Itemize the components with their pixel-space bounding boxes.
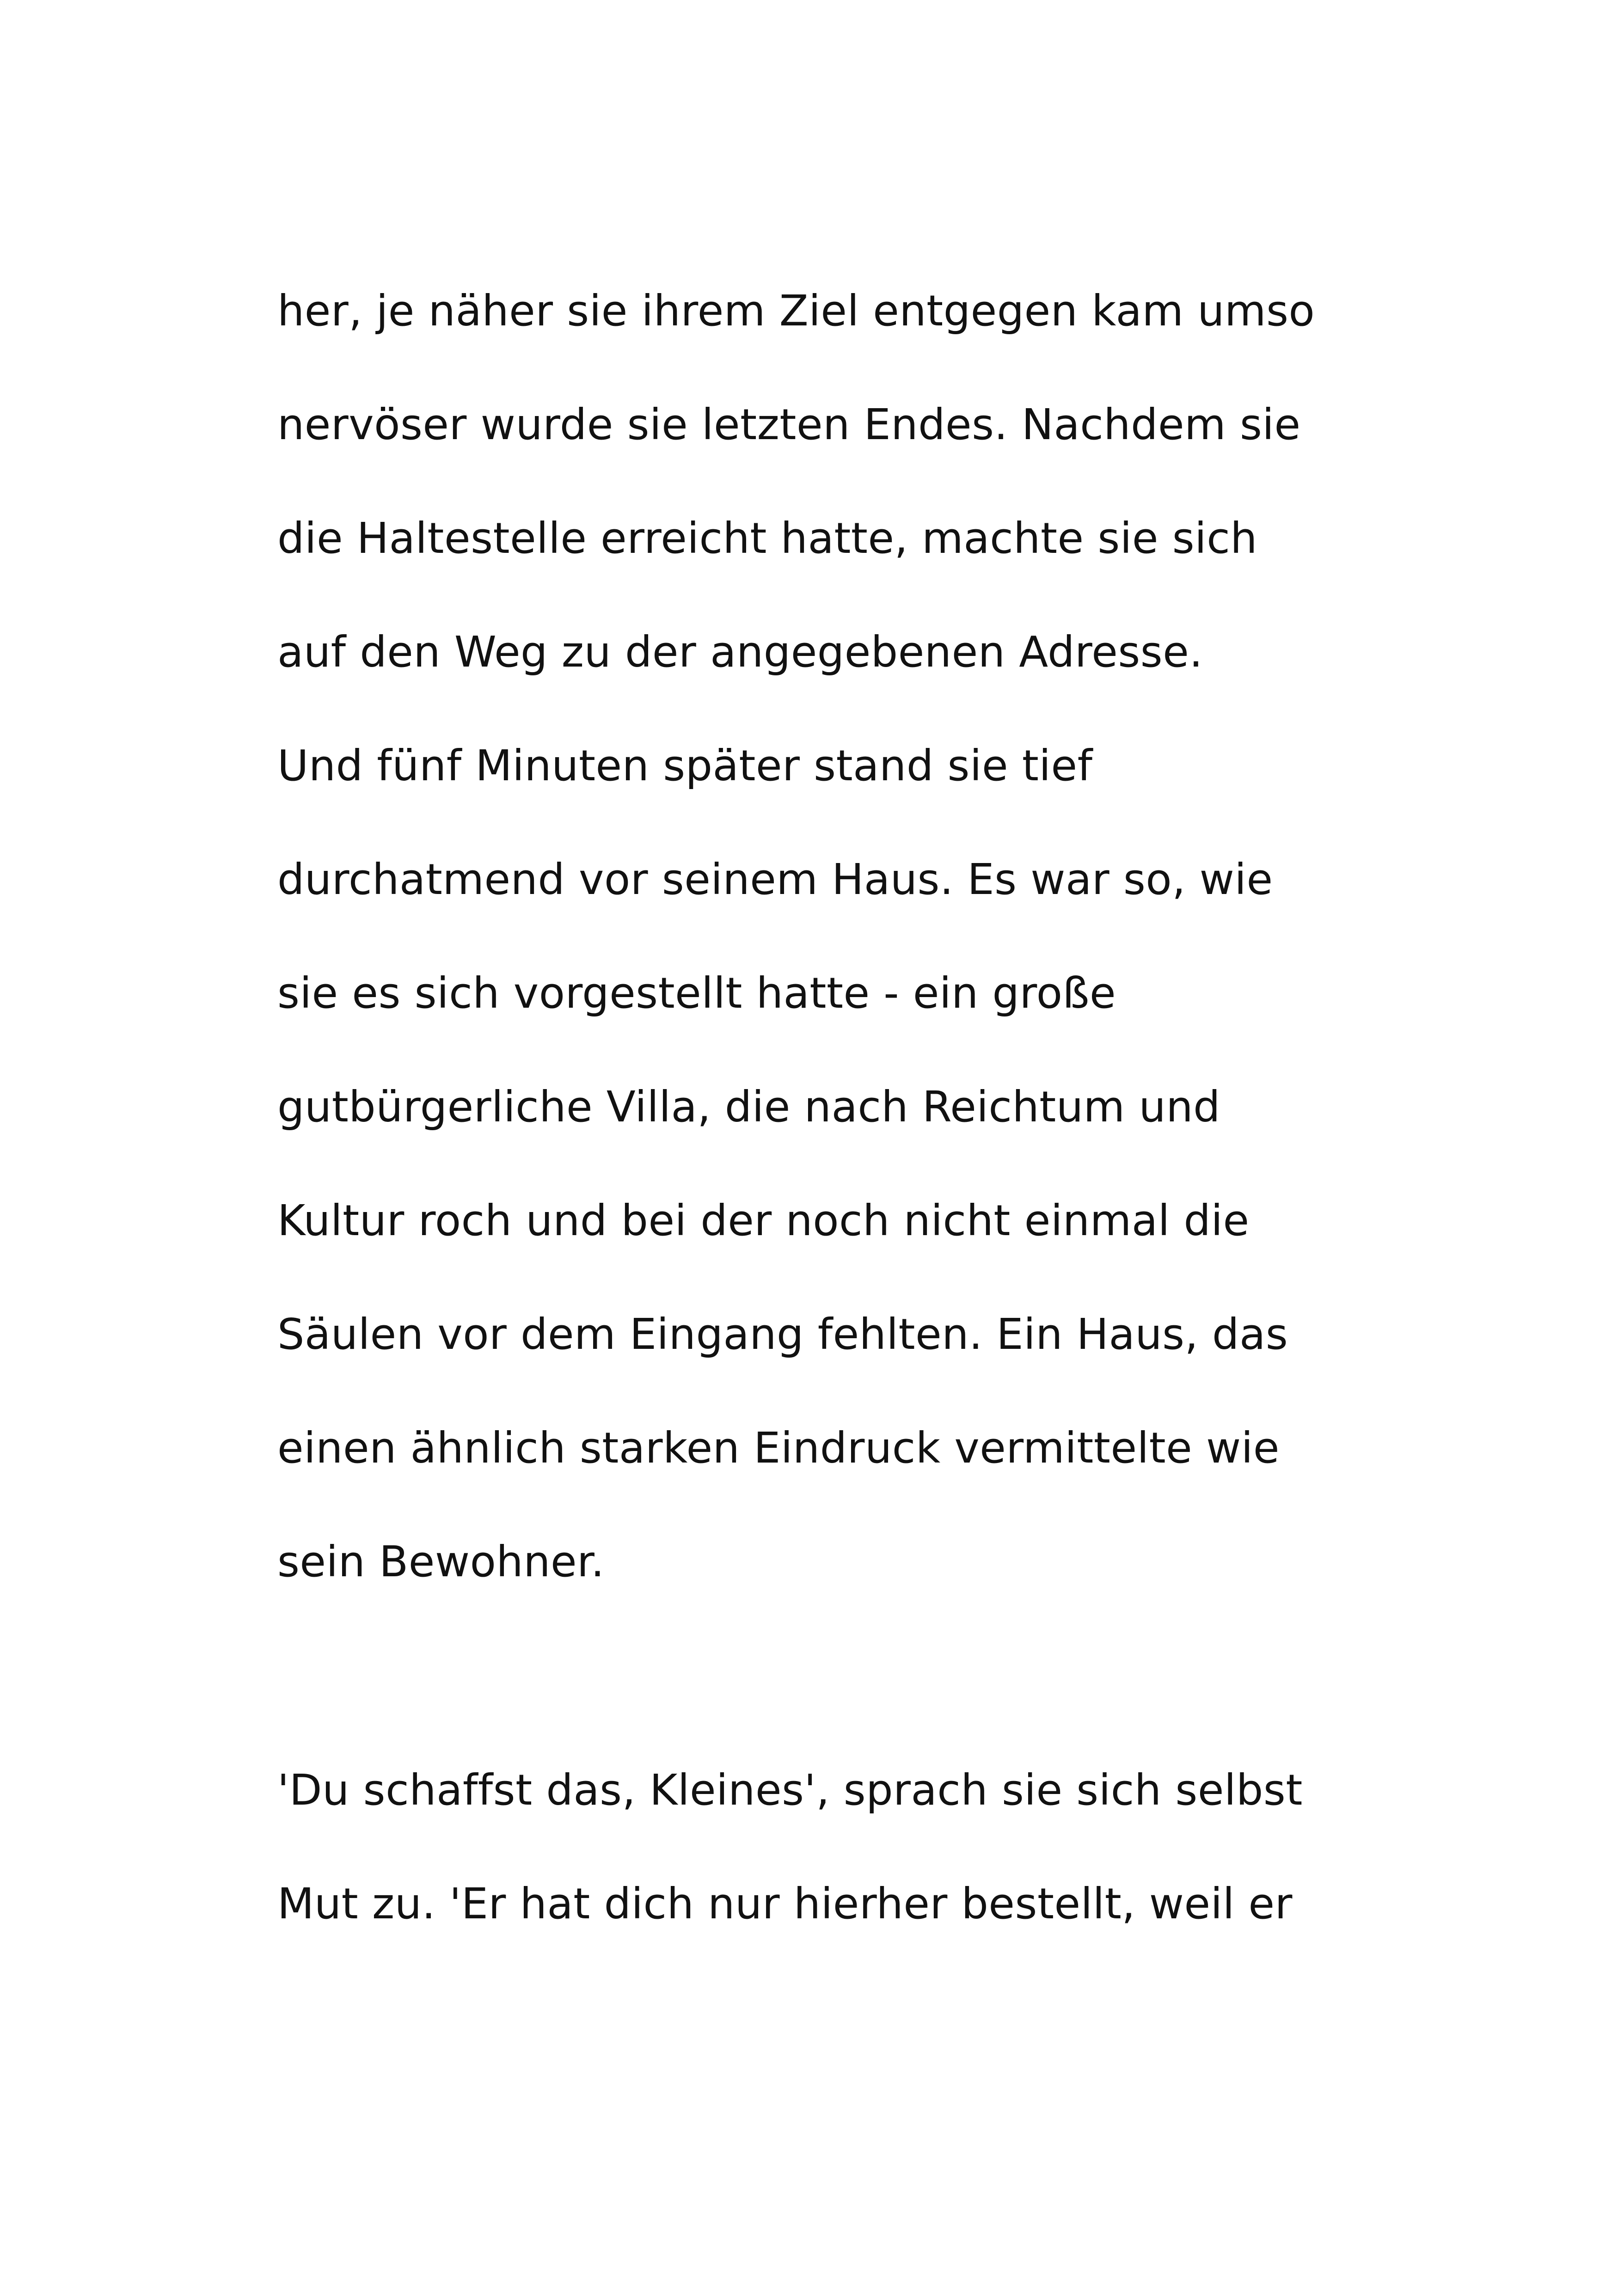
text-line: Kultur roch und bei der noch nicht einmal die bbox=[277, 1196, 1250, 1245]
text-line: die Haltestelle erreicht hatte, machte sie sich bbox=[277, 514, 1258, 563]
text-line: nervöser wurde sie letzten Endes. Nachdem sie bbox=[277, 400, 1301, 449]
text-line: Mut zu. 'Er hat dich nur hierher bestellt, weil er bbox=[277, 1879, 1293, 1929]
text-line: sie es sich vorgestellt hatte - ein große bbox=[277, 968, 1116, 1018]
text-line: gutbürgerliche Villa, die nach Reichtum und bbox=[277, 1082, 1221, 1132]
paragraph bbox=[277, 1733, 1387, 1961]
text-line: einen ähnlich starken Eindruck vermittelte wie bbox=[277, 1423, 1280, 1473]
text-line: sein Bewohner. bbox=[277, 1537, 605, 1586]
text-line: Säulen vor dem Eingang fehlten. Ein Haus, das bbox=[277, 1310, 1288, 1359]
paragraph bbox=[277, 254, 1387, 1619]
text-line: durchatmend vor seinem Haus. Es war so, wie bbox=[277, 855, 1273, 904]
text-line: Und fünf Minuten später stand sie tief bbox=[277, 741, 1093, 790]
text-line: auf den Weg zu der angegebenen Adresse. bbox=[277, 627, 1203, 677]
text-line: 'Du schaffst das, Kleines', sprach sie sich selbst bbox=[277, 1765, 1303, 1815]
text-line: her, je näher sie ihrem Ziel entgegen kam umso bbox=[277, 286, 1315, 336]
